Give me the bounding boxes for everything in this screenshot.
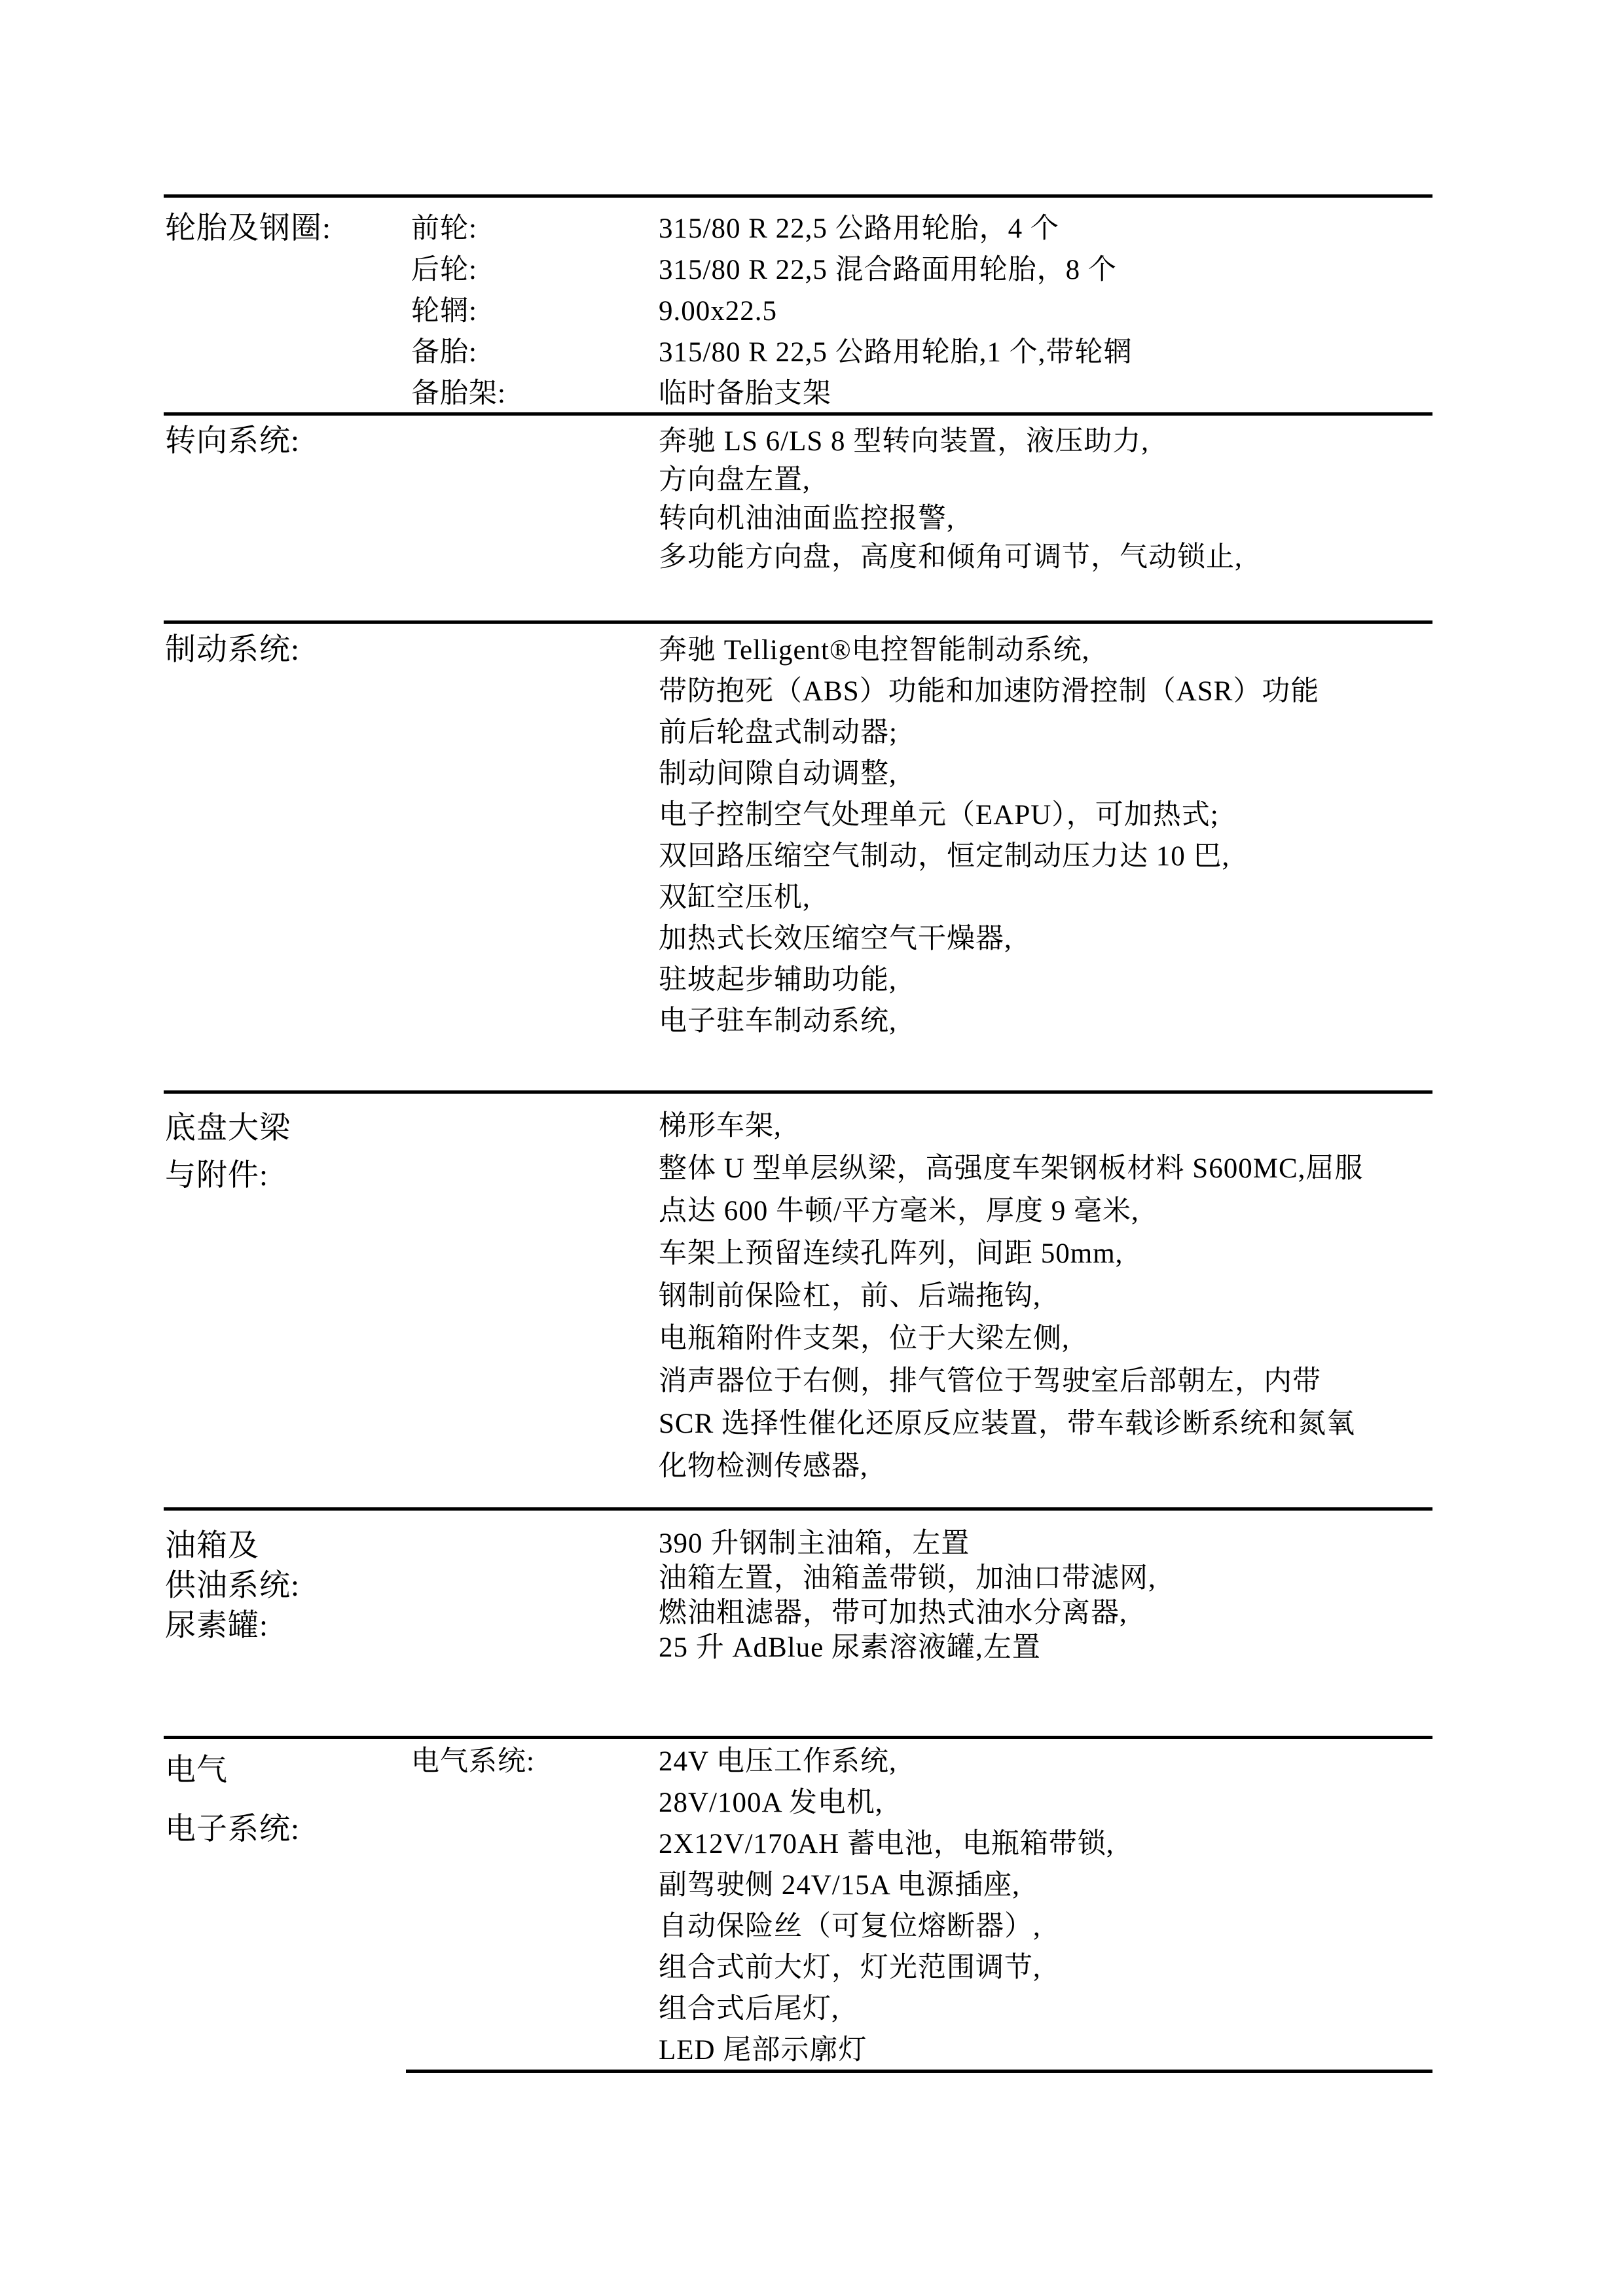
- row-sub-label: [411, 1232, 652, 1275]
- row-value: 前后轮盘式制动器;: [659, 717, 898, 748]
- row-value: SCR 选择性催化还原反应装置，带车载诊断系统和氮氧: [659, 1408, 1356, 1439]
- row-value: 双缸空压机,: [659, 882, 811, 913]
- row-value: 9.00x22.5: [659, 296, 777, 327]
- row-sub-label: [411, 795, 652, 836]
- row-value: 电子驻车制动系统,: [659, 1006, 897, 1037]
- section-label-line: 油箱及: [165, 1529, 259, 1563]
- section-label-line: 电气: [165, 1753, 228, 1787]
- row-sub-label: [411, 630, 652, 671]
- row-value: 车架上预留连续孔阵列，间距 50mm,: [659, 1238, 1123, 1269]
- row-value: 双回路压缩空气制动，恒定制动压力达 10 巴,: [659, 841, 1230, 872]
- row-value: LED 尾部示廓灯: [659, 2035, 867, 2066]
- row-value: 多功能方向盘，高度和倾角可调节，气动锁止,: [659, 542, 1243, 573]
- row-sub-label: 前轮:: [411, 213, 477, 244]
- sub-label-column: [411, 1105, 652, 1488]
- section-label-line: 与附件:: [165, 1158, 269, 1193]
- horizontal-rule-after-brakes: [164, 1090, 1432, 1094]
- row-value: 电子控制空气处理单元（EAPU），可加热式;: [659, 800, 1219, 831]
- row-sub-label: [411, 877, 652, 918]
- section-label-line: 制动系统:: [165, 633, 301, 667]
- row-sub-label: [411, 1001, 652, 1042]
- sub-label-column: [411, 208, 652, 414]
- row-value: 梯形车架,: [659, 1111, 782, 1141]
- row-sub-label: [411, 1318, 652, 1360]
- section-label-column: [165, 1526, 402, 1646]
- row-sub-label: [411, 1105, 652, 1147]
- row-value: 315/80 R 22,5 公路用轮胎，4 个: [659, 213, 1059, 244]
- row-sub-label: [411, 836, 652, 877]
- value-column: [659, 422, 1432, 577]
- section-label-line: 底盘大梁: [165, 1111, 291, 1145]
- sub-label-column: [411, 630, 652, 1042]
- row-value: 自动保险丝（可复位熔断器）,: [659, 1911, 1041, 1942]
- row-sub-label: [411, 1147, 652, 1190]
- section-label-column: [165, 208, 402, 249]
- section-label-line: 尿素罐:: [165, 1609, 269, 1643]
- row-value: 加热式长效压缩空气干燥器,: [659, 924, 1012, 954]
- row-sub-label: [411, 753, 652, 795]
- row-value: 315/80 R 22,5 公路用轮胎,1 个,带轮辋: [659, 337, 1133, 368]
- row-sub-label: 轮辋:: [411, 296, 477, 327]
- row-value: 电瓶箱附件支架，位于大梁左侧,: [659, 1323, 1070, 1354]
- section-label-line: 轮胎及钢圈:: [165, 211, 332, 245]
- row-value: 28V/100A 发电机,: [659, 1787, 883, 1818]
- row-value: 组合式前大灯，灯光范围调节,: [659, 1952, 1041, 1983]
- horizontal-rule-top: [164, 194, 1432, 198]
- section-label-column: [165, 422, 402, 461]
- row-sub-label: [411, 1630, 652, 1665]
- row-value: 燃油粗滤器，带可加热式油水分离器,: [659, 1598, 1127, 1628]
- row-sub-label: [411, 671, 652, 712]
- horizontal-rule-after-chassis: [164, 1507, 1432, 1511]
- row-sub-label: [411, 1782, 652, 1823]
- row-sub-label: [411, 712, 652, 753]
- row-value: 奔驰 LS 6/LS 8 型转向装置，液压助力,: [659, 426, 1150, 457]
- section-label-line: 转向系统:: [165, 424, 301, 458]
- sub-label-column: [411, 1526, 652, 1665]
- row-sub-label: 备胎:: [411, 337, 477, 368]
- row-sub-label: [411, 1561, 652, 1596]
- section-label-column: [165, 1741, 402, 1859]
- row-sub-label: [411, 1865, 652, 1906]
- row-sub-label: [411, 960, 652, 1001]
- row-sub-label: [411, 538, 652, 577]
- section-label-line: 供油系统:: [165, 1569, 301, 1603]
- horizontal-rule-after-fuel: [164, 1736, 1432, 1739]
- horizontal-rule-after-steering: [164, 620, 1432, 624]
- row-value: 临时备胎支架: [659, 378, 831, 409]
- sub-label-column: [411, 1741, 652, 2071]
- row-value: 消声器位于右侧，排气管位于驾驶室后部朝左，内带: [659, 1366, 1321, 1397]
- row-value: 转向机油油面监控报警,: [659, 503, 955, 534]
- section-label-column: [165, 630, 402, 671]
- row-value: 钢制前保险杠，前、后端拖钩,: [659, 1281, 1041, 1312]
- row-sub-label: [411, 1906, 652, 1947]
- row-value: 副驾驶侧 24V/15A 电源插座,: [659, 1870, 1020, 1901]
- row-sub-label: [411, 461, 652, 499]
- row-sub-label: [411, 1596, 652, 1630]
- row-sub-label: [411, 1526, 652, 1561]
- value-column: [659, 208, 1432, 414]
- row-value: 2X12V/170AH 蓄电池，电瓶箱带锁,: [659, 1829, 1114, 1859]
- row-sub-label: [411, 1403, 652, 1445]
- row-sub-label: 后轮:: [411, 255, 477, 285]
- row-value: 390 升钢制主油箱，左置: [659, 1528, 970, 1559]
- row-sub-label: 备胎架:: [411, 378, 506, 409]
- row-value: 点达 600 牛顿/平方毫米，厚度 9 毫米,: [659, 1196, 1139, 1227]
- row-sub-label: [411, 422, 652, 461]
- row-value: 驻坡起步辅助功能,: [659, 965, 897, 996]
- row-value: 方向盘左置,: [659, 465, 811, 495]
- row-value: 24V 电压工作系统,: [659, 1746, 897, 1777]
- row-value: 带防抱死（ABS）功能和加速防滑控制（ASR）功能: [659, 676, 1320, 707]
- row-sub-label: [411, 918, 652, 960]
- sub-label-column: [411, 422, 652, 577]
- section-label-line: 电子系统:: [165, 1812, 301, 1846]
- row-sub-label: 电气系统:: [411, 1746, 535, 1777]
- row-value: 整体 U 型单层纵梁，高强度车架钢板材料 S600MC,屈服: [659, 1153, 1364, 1184]
- row-value: 25 升 AdBlue 尿素溶液罐,左置: [659, 1632, 1041, 1663]
- value-column: [659, 630, 1432, 1042]
- row-value: 油箱左置，油箱盖带锁，加油口带滤网,: [659, 1563, 1156, 1594]
- value-column: [659, 1741, 1432, 2071]
- section-label-column: [165, 1105, 402, 1199]
- value-column: [659, 1105, 1432, 1488]
- row-sub-label: [411, 1360, 652, 1403]
- row-sub-label: [411, 1823, 652, 1865]
- row-sub-label: [411, 1445, 652, 1488]
- row-sub-label: [411, 1988, 652, 2030]
- row-value: 化物检测传感器,: [659, 1451, 868, 1482]
- row-value: 315/80 R 22,5 混合路面用轮胎，8 个: [659, 255, 1117, 285]
- row-sub-label: [411, 2030, 652, 2071]
- row-sub-label: [411, 1947, 652, 1988]
- row-value: 奔驰 Telligent®电控智能制动系统,: [659, 635, 1090, 666]
- row-value: 组合式后尾灯,: [659, 1994, 839, 2024]
- value-column: [659, 1526, 1432, 1665]
- row-sub-label: [411, 499, 652, 538]
- row-sub-label: [411, 1275, 652, 1318]
- row-value: 制动间隙自动调整,: [659, 759, 897, 789]
- row-sub-label: [411, 1190, 652, 1232]
